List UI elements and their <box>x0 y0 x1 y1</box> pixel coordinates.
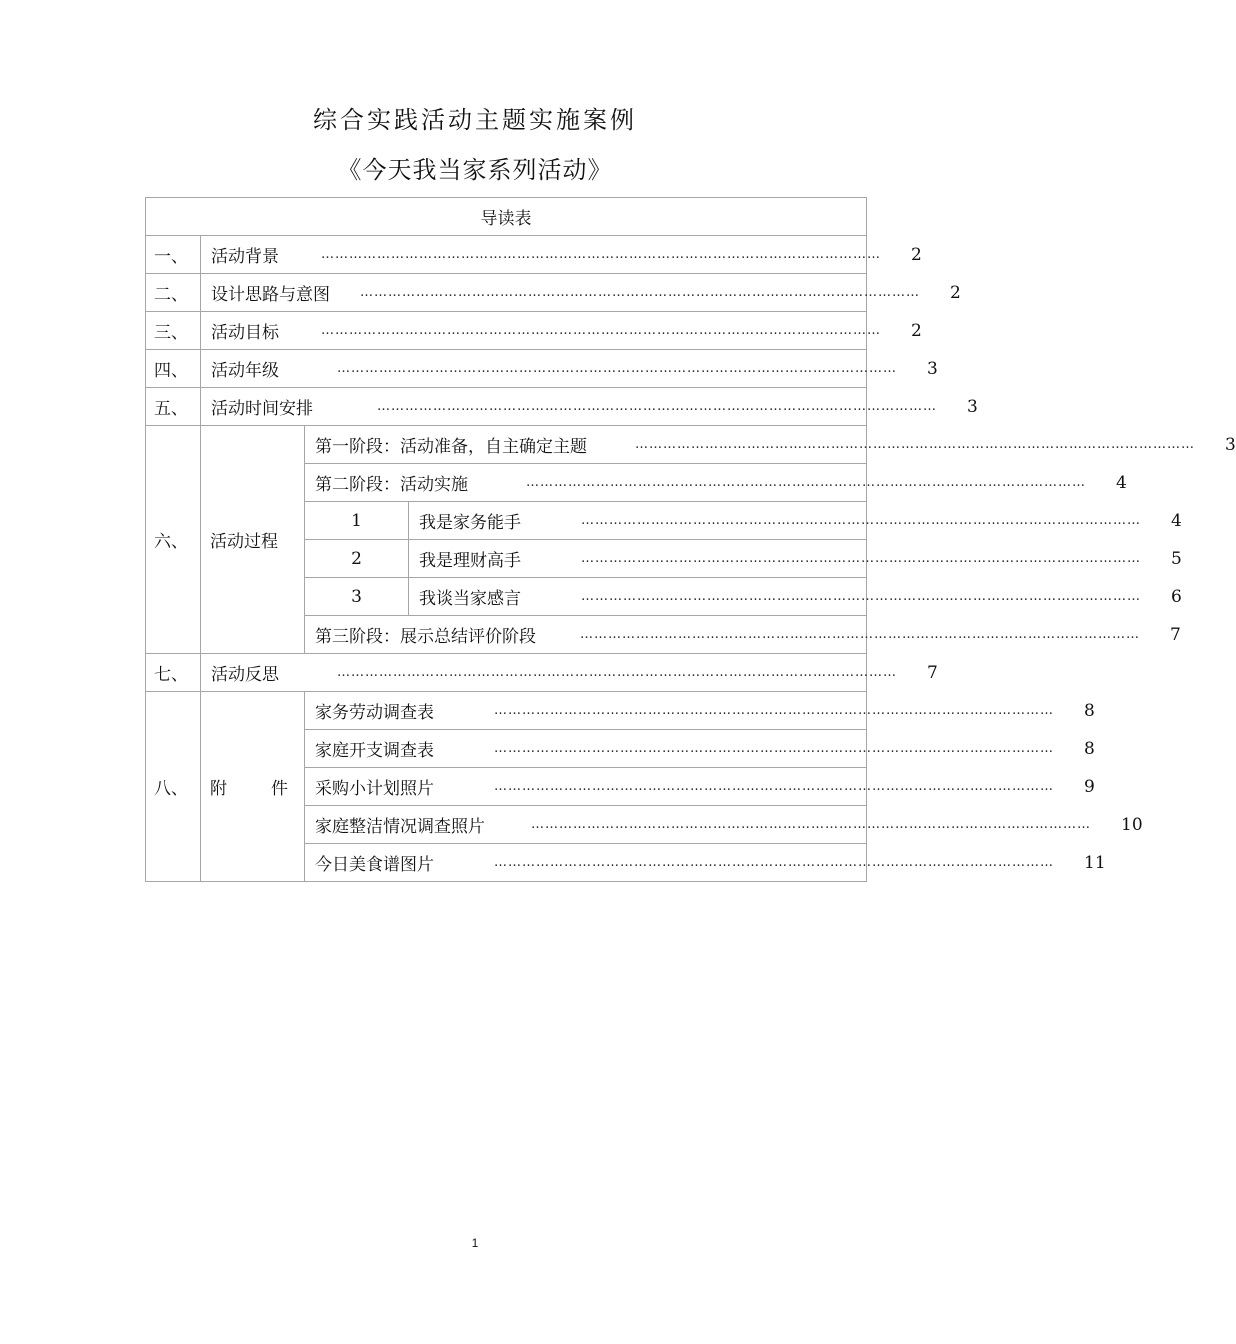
toc-entry <box>201 312 922 350</box>
page-ref: 2 <box>950 282 961 303</box>
entry-label: 我是家务能手 <box>419 513 521 533</box>
section-label <box>201 692 305 882</box>
dot-leader: ………………………………………………………………………………………………………… <box>494 855 1054 870</box>
toc-entry <box>409 578 1182 616</box>
dot-leader: ………………………………………………………………………………………………………… <box>581 513 1141 528</box>
toc-entry <box>409 502 1182 540</box>
dot-leader: ………………………………………………………………………………………………………… <box>360 285 920 300</box>
page-ref: 7 <box>1170 624 1181 645</box>
entry-label: 活动年级 <box>211 361 279 381</box>
section-label-part: 件 <box>271 779 288 799</box>
sub-index: 3 <box>305 578 409 616</box>
toc-row <box>146 312 867 350</box>
toc-row <box>146 274 867 312</box>
document-subtitle: 《今天我当家系列活动》 <box>337 156 613 184</box>
section-label: 活动过程 <box>201 426 305 654</box>
section-number: 三、 <box>146 312 201 350</box>
page-ref: 7 <box>927 662 938 683</box>
toc-row <box>146 426 867 464</box>
toc-entry <box>305 616 1181 654</box>
dot-leader: ………………………………………………………………………………………………………… <box>635 437 1195 452</box>
dot-leader: ………………………………………………………………………………………………………… <box>581 589 1141 604</box>
dot-leader: ………………………………………………………………………………………………………… <box>531 817 1091 832</box>
toc-entry <box>305 464 1127 502</box>
entry-label: 活动目标 <box>211 323 279 343</box>
page-number: 1 <box>471 1236 479 1250</box>
section-number: 四、 <box>146 350 201 388</box>
toc-row <box>146 236 867 274</box>
page-ref: 4 <box>1171 510 1182 531</box>
section-number: 二、 <box>146 274 201 312</box>
entry-label: 第二阶段：活动实施 <box>315 475 468 495</box>
section-number: 七、 <box>146 654 201 692</box>
page-ref: 5 <box>1171 548 1182 569</box>
toc-row <box>146 692 867 730</box>
toc-row <box>146 350 867 388</box>
section-number: 一、 <box>146 236 201 274</box>
toc-entry <box>305 692 1095 730</box>
sub-index: 2 <box>305 540 409 578</box>
section-number: 八、 <box>146 692 201 882</box>
entry-label: 第一阶段：活动准备，自主确定主题 <box>315 437 587 457</box>
entry-label: 设计思路与意图 <box>211 285 330 305</box>
page-ref: 8 <box>1084 738 1095 759</box>
entry-label: 活动反思 <box>211 665 279 685</box>
page-ref: 9 <box>1084 776 1095 797</box>
toc-entry <box>201 236 922 274</box>
toc-entry <box>201 274 961 312</box>
toc-entry <box>201 350 938 388</box>
dot-leader: ………………………………………………………………………………………………………… <box>321 323 881 338</box>
dot-leader: ………………………………………………………………………………………………………… <box>581 551 1141 566</box>
toc-entry <box>305 768 1095 806</box>
dot-leader: ………………………………………………………………………………………………………… <box>494 741 1054 756</box>
page-ref: 2 <box>911 244 922 265</box>
toc-entry <box>201 388 978 426</box>
toc-table <box>145 197 1236 882</box>
page-ref: 10 <box>1121 814 1143 835</box>
entry-label: 采购小计划照片 <box>315 779 434 799</box>
entry-label: 我谈当家感言 <box>419 589 521 609</box>
document-title: 综合实践活动主题实施案例 <box>313 106 637 134</box>
entry-label: 活动背景 <box>211 247 279 267</box>
toc-entry <box>201 654 938 692</box>
page-ref: 8 <box>1084 700 1095 721</box>
page-ref: 6 <box>1171 586 1182 607</box>
entry-label: 活动时间安排 <box>211 399 313 419</box>
entry-label: 我是理财高手 <box>419 551 521 571</box>
toc-header-row <box>146 198 867 236</box>
page-ref: 3 <box>1225 434 1236 455</box>
page-ref: 4 <box>1116 472 1127 493</box>
dot-leader: ………………………………………………………………………………………………………… <box>494 779 1054 794</box>
dot-leader: ………………………………………………………………………………………………………… <box>337 665 897 680</box>
page-ref: 3 <box>967 396 978 417</box>
sub-index: 1 <box>305 502 409 540</box>
toc-row <box>146 654 867 692</box>
section-number: 五、 <box>146 388 201 426</box>
dot-leader: ………………………………………………………………………………………………………… <box>494 703 1054 718</box>
section-label-part: 附 <box>210 779 227 799</box>
toc-row <box>146 388 867 426</box>
dot-leader: ………………………………………………………………………………………………………… <box>526 475 1086 490</box>
entry-label: 家庭整洁情况调查照片 <box>315 817 485 837</box>
page-ref: 3 <box>927 358 938 379</box>
dot-leader: ………………………………………………………………………………………………………… <box>580 627 1140 642</box>
entry-label: 家务劳动调查表 <box>315 703 434 723</box>
entry-label: 今日美食谱图片 <box>315 855 434 875</box>
dot-leader: ………………………………………………………………………………………………………… <box>321 247 881 262</box>
entry-label: 第三阶段：展示总结评价阶段 <box>315 627 536 647</box>
toc-header: 导读表 <box>146 198 867 236</box>
toc-entry <box>409 540 1182 578</box>
page-ref: 2 <box>911 320 922 341</box>
dot-leader: ………………………………………………………………………………………………………… <box>377 399 937 414</box>
toc-entry <box>305 844 1106 882</box>
toc-entry <box>305 730 1095 768</box>
toc-entry <box>305 426 1236 464</box>
toc-entry <box>305 806 1143 844</box>
page-ref: 11 <box>1084 852 1106 873</box>
entry-label: 家庭开支调查表 <box>315 741 434 761</box>
section-number: 六、 <box>146 426 201 654</box>
dot-leader: ………………………………………………………………………………………………………… <box>337 361 897 376</box>
